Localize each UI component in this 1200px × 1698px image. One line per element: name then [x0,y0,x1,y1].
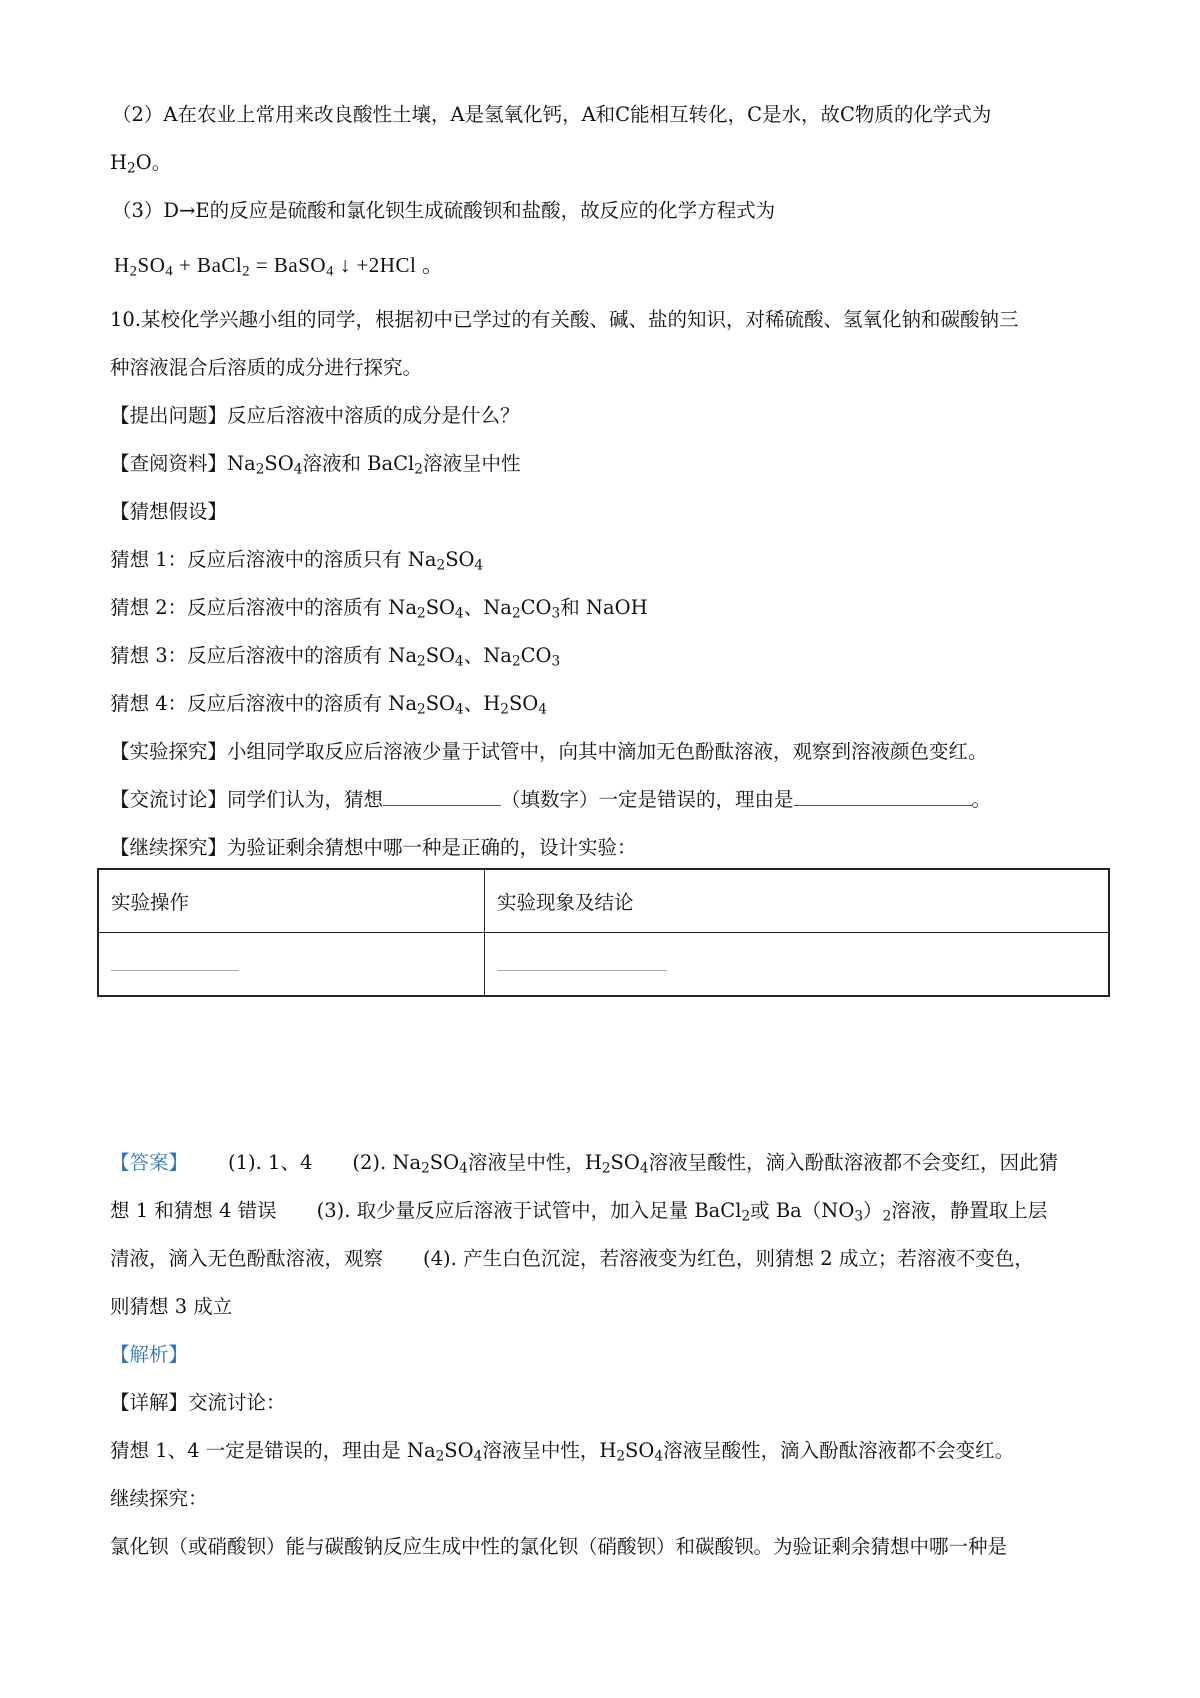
q10-reference: 【查阅资料】$Na_2SO_4$溶液和 BaCl$_2$溶液呈中性 [110,452,521,478]
q10-hypothesis-heading: 【猜想假设】 [110,500,228,523]
hypothesis-1: 猜想 1：反应后溶液中的溶质只有 $Na_2SO_4$ [110,548,484,574]
chemical-equation: $H_2SO_4$ + BaCl$_2$ = BaSO$_4$ ↓ +2HCl 。 [114,253,444,280]
prev-q-part2-line2: $H_2O$。 [110,151,172,177]
table-header-result: 实验现象及结论 [485,869,1110,933]
answer-label: 【答案】 [110,1151,189,1174]
table-header-row [98,869,1109,933]
analysis-detail: 【详解】交流讨论： [110,1391,286,1414]
table-row [98,933,1109,997]
q10-experiment: 【实验探究】小组同学取反应后溶液少量于试管中，向其中滴加无色酚酞溶液，观察到溶液颜色变红。 [110,740,988,763]
q10-continue: 【继续探究】为验证剩余猜想中哪一种是正确的，设计实验： [110,836,637,859]
hypothesis-3: 猜想 3：反应后溶液中的溶质有 $Na_2SO_4$、$Na_2CO_3$ [110,644,561,670]
answer-line4: 则猜想 3 成立 [110,1295,233,1318]
prev-q-part3: （3）D→E的反应是硫酸和氯化钡生成硫酸钡和盐酸，故反应的化学方程式为 [112,199,776,222]
table-cell-blank-2 [485,933,1110,997]
experiment-table [97,868,1110,997]
analysis-last-line: 氯化钡（或硝酸钡）能与碳酸钠反应生成中性的氯化钡（硝酸钡）和碳酸钡。为验证剩余猜想中哪一种是 [110,1535,1008,1558]
analysis-line1: 猜想 1、4 一定是错误的，理由是 $Na_2SO_4$溶液呈中性，$H_2SO_4$溶液呈酸性，滴入酚酞溶液都不会变红。 [110,1439,1015,1465]
analysis-continue: 继续探究： [110,1487,208,1510]
hypothesis-4: 猜想 4：反应后溶液中的溶质有 $Na_2SO_4$、$H_2SO_4$ [110,692,547,718]
analysis-label: 【解析】 [110,1343,189,1366]
q10-stem-line1: 10.某校化学兴趣小组的同学，根据初中已学过的有关酸、碱、盐的知识，对稀硫酸、氢氧化钠和碳酸钠三 [110,308,1019,331]
answer-line1: 【答案】 (1). 1、4 (2). $Na_2SO_4$溶液呈中性，$H_2SO_4$溶液呈酸性，滴入酚酞溶液都不会变红，因此猜 [110,1151,1059,1177]
answer-line3: 清液，滴入无色酚酞溶液，观察 (4). 产生白色沉淀，若溶液变为红色，则猜想 2 成立；若溶液不变色， [110,1247,1034,1270]
answer-line2: 想 1 和猜想 4 错误 (3). 取少量反应后溶液于试管中，加入足量 BaCl$_2$或 $Ba(NO_3)_2$溶液，静置取上层 [110,1199,1048,1225]
answer-blank-1 [383,787,501,806]
prev-q-part2-line1: （2）A在农业上常用来改良酸性土壤，A是氢氧化钙，A和C能相互转化，C是水，故C物质的化学式为 [112,103,992,126]
answer-blank-2 [794,787,972,806]
q10-discussion: 【交流讨论】同学们认为，猜想 （填数字）一定是错误的，理由是 。 [110,788,992,811]
table-header-operation: 实验操作 [98,869,485,933]
table-cell-blank-1 [98,933,485,997]
q10-question: 【提出问题】反应后溶液中溶质的成分是什么？ [110,404,520,427]
hypothesis-2: 猜想 2：反应后溶液中的溶质有 $Na_2SO_4$、$Na_2CO_3$和 NaOH [110,596,648,622]
q10-stem-line2: 种溶液混合后溶质的成分进行探究。 [110,356,423,379]
